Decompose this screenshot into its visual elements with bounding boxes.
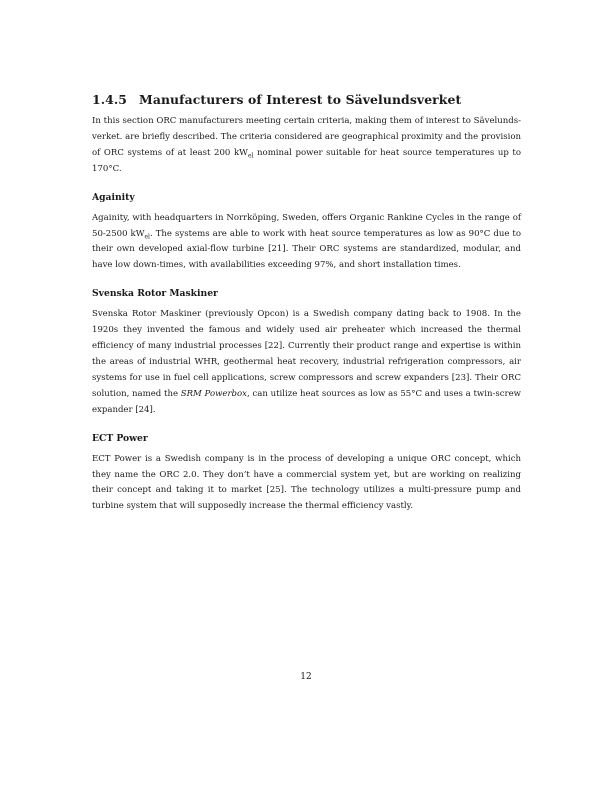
againity-heading: Againity [92, 191, 135, 203]
againity-text-part-2: . The systems are able to work with heat source temperatures as low as 90°C due to their own developed axial-flow turbine [21]. Their ORC systems are standardized, modular, and have low down-times, with availabilities exceeding 97%, and short installation times. [92, 228, 521, 271]
page-number: 12 [300, 672, 312, 682]
svenska-heading: Svenska Rotor Maskiner [92, 288, 218, 300]
section-heading [92, 92, 521, 107]
intro-text-part-2: nominal power suitable for heat source temperatures up to 170°C. [92, 147, 521, 174]
page-body [92, 92, 521, 515]
svenska-text-part-1: Svenska Rotor Maskiner (previously Opcon) is a Swedish company dating back to 1908. In the 1920s they invented the famous and widely used air preheater which increased the thermal efficiency of many industrial processes [22]. Currently their product range and expertise is within the areas of industrial WHR, geothermal heat recovery, industrial refrigeration compressors, air systems for use in fuel cell applications, screw compressors and screw expanders [23]. Their ORC solution, named the [92, 309, 521, 399]
intro-text-part-1: In this section ORC manufacturers meeting certain criteria, making them of interest to Sävelunds-verket. are briefly described. The criteria considered are geographical proximity and the provision of ORC systems of at least 200 kW [92, 116, 521, 158]
intro-paragraph [92, 114, 521, 178]
svenska-product-name: SRM Powerbox [180, 388, 247, 399]
section-number: 1.4.5 [92, 92, 127, 107]
againity-paragraph [92, 211, 521, 275]
againity-text-part-1: Againity, with headquarters in Norrköping, Sweden, offers Organic Rankine Cycles in the range of 50-2500 kW [92, 212, 521, 239]
ect-paragraph: ECT Power is a Swedish company is in the process of developing a unique ORC concept, which they name the ORC 2.0. They don’t have a commercial system yet, but are working on realizing their concept and taking it to market [25]. The technology utilizes a multi-pressure pump and turbine system that will supposedly increase the thermal efficiency vastly. [92, 453, 521, 512]
intro-subscript: el [247, 152, 254, 160]
againity-subscript: el [144, 233, 150, 241]
svenska-paragraph [92, 307, 521, 418]
section-title: Manufacturers of Interest to Sävelundsverket [139, 92, 462, 107]
ect-heading: ECT Power [92, 432, 148, 444]
svenska-text-part-2: , can utilize heat sources as low as 55°C and uses a twin-screw expander [24]. [92, 388, 521, 415]
